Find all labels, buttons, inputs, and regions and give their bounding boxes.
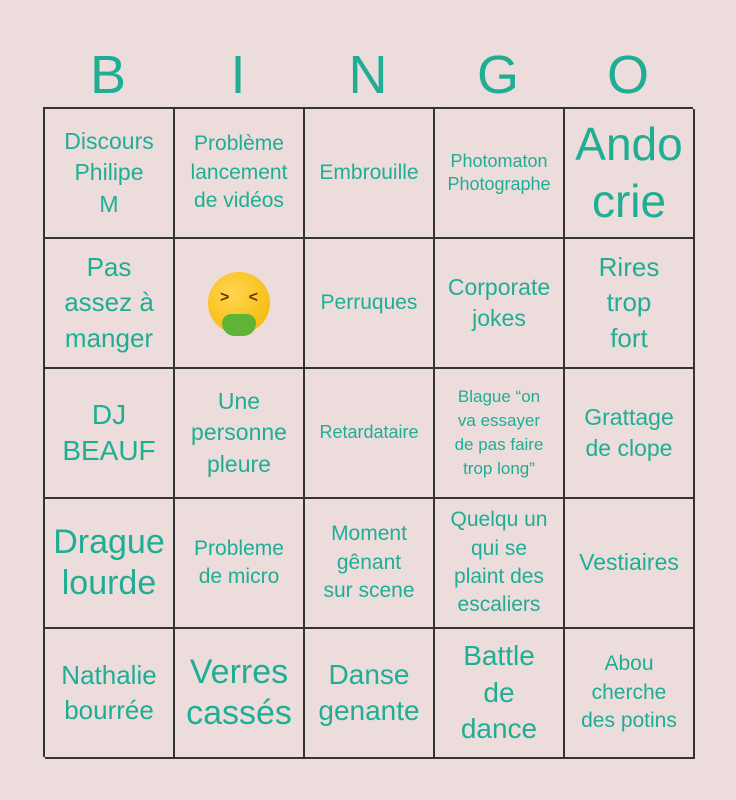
bingo-cell[interactable] — [45, 369, 175, 499]
bingo-cell-label: Discours Philipe M — [64, 128, 154, 217]
bingo-cell[interactable] — [305, 629, 435, 759]
bingo-cell[interactable] — [435, 629, 565, 759]
bingo-cell-label: Problème lancement de vidéos — [190, 132, 288, 213]
bingo-cell[interactable] — [45, 629, 175, 759]
bingo-grid — [43, 107, 693, 757]
bingo-cell-label: Vestiaires — [579, 549, 679, 576]
nauseated-face-icon: > < — [208, 272, 270, 334]
bingo-cell[interactable] — [565, 239, 695, 369]
bingo-header — [43, 42, 693, 108]
header-letter-g: G — [476, 45, 519, 105]
bingo-cell[interactable] — [565, 369, 695, 499]
bingo-cell[interactable] — [175, 499, 305, 629]
bingo-cell-label: Retardataire — [319, 422, 419, 443]
bingo-cell[interactable] — [565, 629, 695, 759]
bingo-cell-label: Grattage de clope — [584, 403, 674, 461]
header-letter-b: B — [89, 45, 127, 105]
bingo-cell[interactable] — [565, 499, 695, 629]
bingo-cell-label: Probleme de micro — [194, 536, 284, 588]
bingo-cell-label: Drague lourde — [53, 523, 165, 602]
bingo-cell-label: Ando crie — [575, 117, 683, 227]
bingo-cell[interactable] — [175, 629, 305, 759]
bingo-cell[interactable] — [435, 239, 565, 369]
header-letter-o: O — [606, 45, 649, 105]
bingo-cell[interactable] — [45, 109, 175, 239]
bingo-cell-label: Abou cherche des potins — [581, 652, 677, 733]
bingo-cell-label: Verres cassés — [186, 653, 292, 732]
bingo-cell[interactable] — [565, 109, 695, 239]
bingo-cell-label: Nathalie bourrée — [61, 659, 157, 725]
bingo-cell-label: Blague “on va essayer de pas faire trop long” — [454, 387, 544, 478]
bingo-cell-label: Photomaton Photographe — [447, 150, 551, 194]
bingo-cell[interactable] — [45, 499, 175, 629]
bingo-cell-label: Danse genante — [318, 658, 420, 726]
bingo-cell[interactable] — [175, 109, 305, 239]
bingo-cell[interactable] — [435, 369, 565, 499]
bingo-cell-label: Pas assez à manger — [64, 252, 154, 353]
bingo-cell[interactable] — [435, 499, 565, 629]
bingo-cell-label: Perruques — [320, 290, 418, 314]
bingo-cell-label: Rires trop fort — [598, 252, 660, 353]
bingo-cell-label: Quelqu un qui se plaint des escaliers — [450, 508, 548, 617]
bingo-cell-label: Moment gênant sur scene — [323, 522, 415, 603]
header-letter-n: N — [348, 45, 388, 105]
bingo-cell-label: Une personne pleure — [191, 388, 287, 477]
header-letter-i: I — [230, 45, 246, 105]
bingo-cell-label: DJ BEAUF — [62, 398, 156, 466]
bingo-cell[interactable] — [305, 109, 435, 239]
bingo-cell-label: Corporate jokes — [447, 273, 551, 331]
bingo-cell[interactable] — [435, 109, 565, 239]
bingo-cell[interactable] — [175, 369, 305, 499]
bingo-cell[interactable] — [175, 239, 305, 369]
bingo-cell-label: Embrouille — [319, 160, 419, 184]
bingo-cell[interactable] — [305, 499, 435, 629]
bingo-cell[interactable] — [305, 239, 435, 369]
bingo-cell[interactable] — [45, 239, 175, 369]
bingo-cell[interactable] — [305, 369, 435, 499]
bingo-cell-label: Battle de dance — [460, 640, 538, 745]
